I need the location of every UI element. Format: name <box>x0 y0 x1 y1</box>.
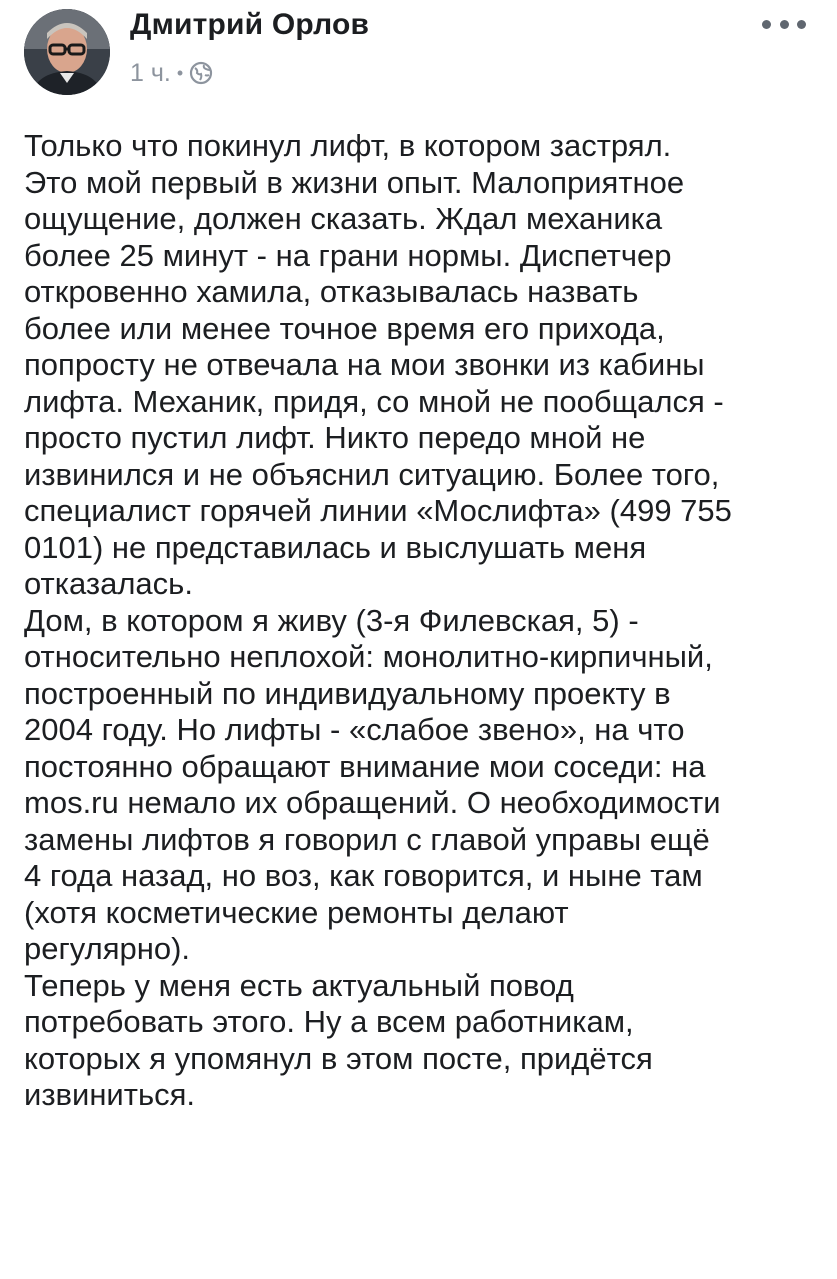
post-text-line: 0101) не представилась и выслушать меня <box>24 529 647 565</box>
post-text-line: лифта. Механик, придя, со мной не пообщался - <box>24 383 724 419</box>
post-text <box>24 128 824 1114</box>
post-text-line: попросту не отвечала на мои звонки из кабины <box>24 347 705 382</box>
more-dot <box>797 20 806 29</box>
post-text-line: построенный по индивидуальному проекту в <box>24 675 671 711</box>
post-meta <box>130 58 213 88</box>
post-text-line: Теперь у меня есть актуальный повод <box>24 967 574 1003</box>
post-time[interactable]: 1 ч. <box>130 58 171 87</box>
post-header <box>0 0 837 110</box>
post-text-line: постоянно обращают внимание мои соседи: на <box>24 748 706 784</box>
post-text-line: замены лифтов я говорил с главой управы ещё <box>24 821 710 857</box>
post-text-line: 4 года назад, но воз, как говорится, и ныне там <box>24 858 703 893</box>
post-text-line: Это мой первый в жизни опыт. Малоприятное <box>24 164 685 200</box>
post-text-line: откровенно хамила, отказывалась назвать <box>24 274 639 309</box>
post-text-line: более или менее точное время его прихода, <box>24 310 665 346</box>
post-text-line: Дом, в котором я живу (3-я Филевская, 5) - <box>24 602 639 638</box>
author-name[interactable]: Дмитрий Орлов <box>130 8 370 41</box>
post-text-line: отказалась. <box>24 566 193 601</box>
post-text-line: (хотя косметические ремонты делают <box>24 894 569 930</box>
author-avatar[interactable] <box>24 9 110 95</box>
post-text-line: относительно неплохой: монолитно-кирпичный, <box>24 639 713 674</box>
more-dot <box>780 20 789 29</box>
more-dots-icon <box>762 20 771 29</box>
post-text-line: извиниться. <box>24 1077 195 1112</box>
avatar-photo-icon <box>24 9 110 95</box>
post-text-line: ощущение, должен сказать. Ждал механика <box>24 201 663 236</box>
post-text-line: Только что покинул лифт, в котором застрял. <box>24 128 672 163</box>
post-text-line: которых я упомянул в этом посте, придётся <box>24 1040 653 1076</box>
post-text-line: mos.ru немало их обращений. О необходимости <box>24 785 721 820</box>
post-text-line: просто пустил лифт. Никто передо мной не <box>24 420 646 455</box>
post-text-line: более 25 минут - на грани нормы. Диспетчер <box>24 237 672 273</box>
globe-icon[interactable] <box>189 61 213 85</box>
post-text-line: регулярно). <box>24 931 191 966</box>
post-text-line: потребовать этого. Ну а всем работникам, <box>24 1004 634 1039</box>
meta-separator: • <box>176 63 184 83</box>
post-text-line: 2004 году. Но лифты - «слабое звено», на что <box>24 712 685 747</box>
post-text-line: извинился и не объяснил ситуацию. Более того, <box>24 456 720 492</box>
post-text-line: специалист горячей линии «Мослифта» (499 755 <box>24 493 732 528</box>
more-options-button[interactable] <box>762 10 806 38</box>
